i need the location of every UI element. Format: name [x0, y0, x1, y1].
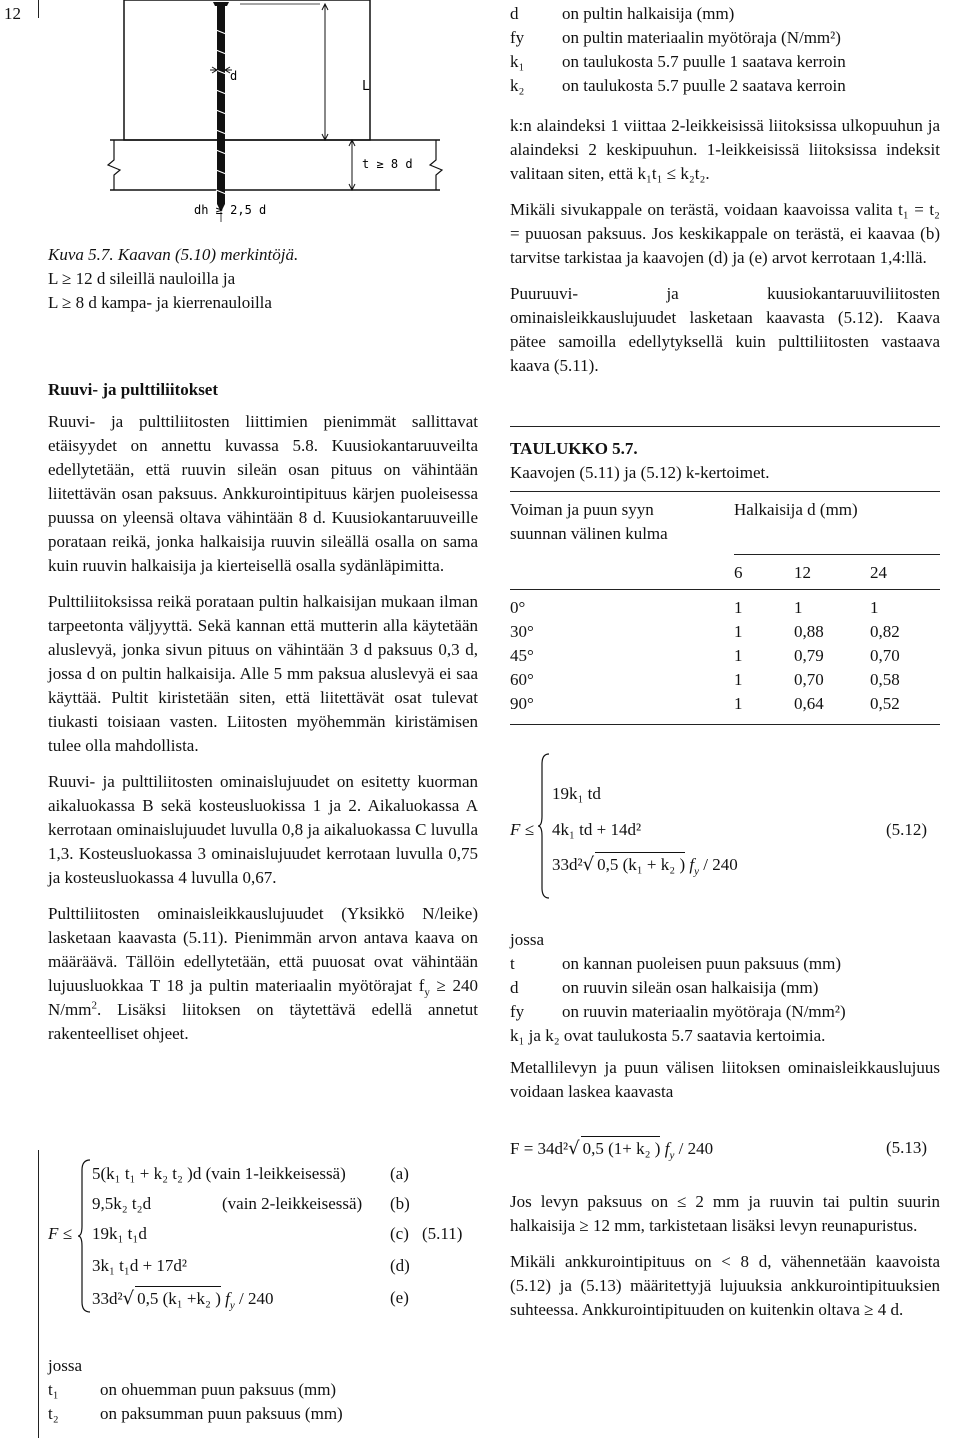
table-header-row: [510, 561, 940, 585]
caption-title-rest: Kaavan (5.10) merkintöjä.: [117, 245, 299, 264]
eq511-line-b: 9,5k₂ t₂d: [92, 1194, 152, 1213]
label-d: d: [230, 69, 238, 83]
eq511-tag-a: (a): [390, 1164, 409, 1183]
eq512-line-a: 19k₁ td: [552, 784, 601, 803]
nail-joint-figure: [100, 0, 480, 225]
label-dh: dh ≥ 2,5 d: [194, 203, 267, 217]
table-rule: [510, 589, 940, 590]
table-row: 60° 1 0,70 0,58: [510, 670, 900, 689]
paragraph: Ruuvi- ja pulttiliitosten ominaislujuudet on esitetty kuorman aikaluokassa B sekä kosteusluokissa 1 ja 2. Aikaluokassa A kerrotaan ominaislujuudet luvulla 0,8 ja aikaluokassa C luvulla 1,3. Kosteusluokassa 3 ominaislujuudet kerrotaan luvulla 0,75 ja kosteusluokassa 4 luvulla 0,67.: [48, 772, 478, 887]
symbol-row: d on ruuvin sileän osan halkaisija (mm): [510, 978, 819, 997]
eq511-line-c: 19k₁ t₁d: [92, 1224, 147, 1243]
column-header: 6: [734, 563, 743, 582]
section-title: Ruuvi- ja pulttiliitokset: [48, 380, 219, 399]
jossa-label: jossa: [510, 930, 544, 949]
table-row: 45° 1 0,79 0,70: [510, 646, 900, 665]
eq511-tag-c: (c): [390, 1224, 409, 1243]
right-metal-paragraph: [510, 1056, 940, 1116]
table-row: 30° 1 0,88 0,82: [510, 622, 900, 641]
right-bottom-body: [510, 1190, 940, 1334]
header-diameter: Halkaisija d (mm): [734, 500, 858, 519]
table-subtitle: Kaavojen (5.11) ja (5.12) k-kertoimet.: [510, 463, 770, 482]
table-body: [510, 596, 940, 716]
header-sub-rule: [734, 554, 940, 555]
caption-title: Kuva 5.7.: [48, 245, 114, 264]
eq512-lhs: F ≤: [510, 820, 534, 839]
label-L: L: [362, 79, 370, 94]
equation-5-11: [48, 1158, 478, 1318]
eq512-line-b: 4k₁ td + 14d²: [552, 820, 642, 839]
symbol-row: t₁ on ohuemman puun paksuus (mm): [48, 1380, 337, 1399]
header-angle-line-2: suunnan välinen kulma: [510, 524, 668, 543]
margin-rule-top: [38, 0, 39, 18]
eq511-line-b-note: (vain 2-leikkeisessä): [222, 1194, 363, 1213]
right-symbol-list-2: [510, 928, 940, 1048]
nail: [213, 2, 229, 212]
eq513-number: (5.13): [886, 1138, 928, 1157]
upper-member: [124, 0, 370, 140]
column-header: 12: [794, 563, 811, 582]
symbol-row: k₁ on taulukosta 5.7 puulle 1 saatava kerroin: [510, 52, 846, 71]
table-row: 90° 1 0,64 0,52: [510, 694, 900, 713]
coefficient-note: k₁ ja k₂ ovat taulukosta 5.7 saatavia kertoimia.: [510, 1026, 826, 1045]
table-rule: [510, 491, 940, 492]
table-header: [510, 498, 940, 546]
right-body: [510, 114, 940, 390]
table-title: TAULUKKO 5.7.: [510, 439, 638, 458]
paragraph: Ruuvi- ja pulttiliitosten liittimien pienimmät sallittavat etäisyydet on annettu kuvassa 5.8. Kuusiokantaruuveilta edellytetään, että ruuvin sileän osan pituus on vähintään liitettävän osan paksuus. Ankkurointipituus kärjen puoleisessa puussa on yleensä oltava vähintään 8 d. Kuusiokantaruuveille porataan reikä, jonka halkaisija ruuvin sileällä osalla on sama kuin ruuvin halkaisija ja kierteisellä osalla sydänläpimitta.: [48, 412, 478, 575]
jossa-label: jossa: [48, 1356, 82, 1375]
left-symbol-list: [48, 1354, 478, 1426]
table-5-7: [510, 426, 940, 725]
page-number: 12: [4, 4, 21, 23]
symbol-row: t on kannan puoleisen puun paksuus (mm): [510, 954, 842, 973]
caption-line-3: L ≥ 8 d kampa- ja kierrenauloilla: [48, 293, 272, 312]
eq511-tag-e: (e): [390, 1288, 409, 1307]
left-brace: [538, 752, 550, 900]
figure-caption: [48, 243, 468, 315]
paragraph-bolt-strength: Pulttiliitosten ominaisleikkauslujuudet (Yksikkö N/leike) lasketaan kaavasta (5.11). Pienimmän arvon antava kaava on määräävä. Tällöin edellytetään, että puuosat ovat vähintään lujuusluokkaa T 18 ja pultin materiaalin myötörajat $f_y \ge 240$ $N/mm^2$. Lisäksi liitoksen on täytettävä edellä annetut rakenteelliset ohjeet.: [48, 904, 478, 1043]
left-brace: [78, 1158, 92, 1314]
eq512-number: (5.12): [886, 820, 928, 839]
table-row: 0° 1 1 1: [510, 598, 879, 617]
eq511-tag-d: (d): [390, 1256, 410, 1275]
symbol-row: fy on ruuvin materiaalin myötöraja (N/mm²): [510, 1002, 846, 1021]
eq511-tag-b: (b): [390, 1194, 410, 1213]
column-header: 24: [870, 563, 887, 582]
label-t: t ≥ 8 d: [362, 157, 413, 171]
eq511-lhs: F ≤: [48, 1224, 72, 1243]
margin-rule-bottom: [38, 1150, 39, 1438]
paragraph: Metallilevyn ja puun välisen liitoksen ominaisleikkauslujuus voidaan laskea kaavasta: [510, 1058, 940, 1101]
caption-line-2: L ≥ 12 d sileillä nauloilla ja: [48, 269, 236, 288]
table-top-rule: [510, 426, 940, 427]
symbol-row: t₂ on paksumman puun paksuus (mm): [48, 1404, 343, 1423]
eq512-line-c: 33d²√ 0,5 (k₁ + k₂ ) $f_y / 240$: [552, 854, 738, 878]
equation-5-13: F = 34d²√ 0,5 (1+ k₂ ) $f_y / 240$ (5.13): [510, 1138, 928, 1162]
symbol-row: fy on pultin materiaalin myötöraja (N/mm²): [510, 28, 841, 47]
paragraph: Jos levyn paksuus on ≤ 2 mm ja ruuvin tai pultin suurin halkaisija ≥ 12 mm, tarkistetaan lisäksi levyn reunapuristus.: [510, 1192, 940, 1235]
eq511-number: (5.11): [422, 1224, 463, 1243]
equation-5-12: [510, 752, 940, 902]
eq511-line-e: 33d²√ 0,5 (k₁ +k₂ ) $f_y / 240$: [92, 1288, 274, 1312]
paragraph: Mikäli ankkurointipituus on < 8 d, vähennetään kaavoista (5.12) ja (5.13) määritettyjä lujuuksia ankkurointipituuksien suhteessa. Ankkurointipituuden on kuitenkin oltava ≥ 4 d.: [510, 1252, 940, 1319]
paragraph: Mikäli sivukappale on terästä, voidaan kaavoissa valita t₁ = t₂ = puuosan paksuus. Jos keskikappale on terästä, ei kaavaa (b) tarvitse tarkistaa ja kaavojen (d) ja (e) arvot kerrotaan 1,4:llä.: [510, 200, 940, 267]
paragraph: Pulttiliitoksissa reikä porataan pultin halkaisijan mukaan ilman tarpeetonta väljyyttä. Sekä kannan että mutterin alla käytetään aluslevyä, jonka sivun pituus on vähintään 3 d paksuus 0,3 d, jossa d on pultin halkaisija. Alle 5 mm paksua aluslevyä ei saa käyttää. Pultit kiristetään siten, että liitettävät osat tulevat tiukasti toisiaan vasten. Liitosten myöhemmän kiristämisen tulee olla mahdollista.: [48, 592, 478, 755]
left-body: [48, 410, 478, 1058]
header-angle-line-1: Voiman ja puun syyn: [510, 500, 654, 519]
eq511-line-a: 5(k₁ t₁ + k₂ t₂ )d (vain 1-leikkeisessä): [92, 1164, 346, 1183]
symbol-row: k₂ on taulukosta 5.7 puulle 2 saatava kerroin: [510, 76, 846, 95]
table-bottom-rule: [510, 724, 940, 725]
right-symbol-list: [510, 2, 940, 98]
paragraph: k:n alaindeksi 1 viittaa 2-leikkeisissä liitoksissa ulkopuuhun ja alaindeksi 2 keskipuuhun. 1-leikkeisissä liitoksissa indeksit valitaan siten, että k₁t₁ ≤ k₂t₂.: [510, 116, 940, 183]
symbol-row: d on pultin halkaisija (mm): [510, 4, 735, 23]
paragraph: Puuruuvi- ja kuusiokantaruuviliitosten ominaisleikkauslujuudet lasketaan kaavasta (5.12). Kaava pätee samoilla edellytyksellä kuin pulttiliitosten vastaava kaava (5.11).: [510, 284, 940, 375]
eq511-line-d: 3k₁ t₁d + 17d²: [92, 1256, 188, 1275]
